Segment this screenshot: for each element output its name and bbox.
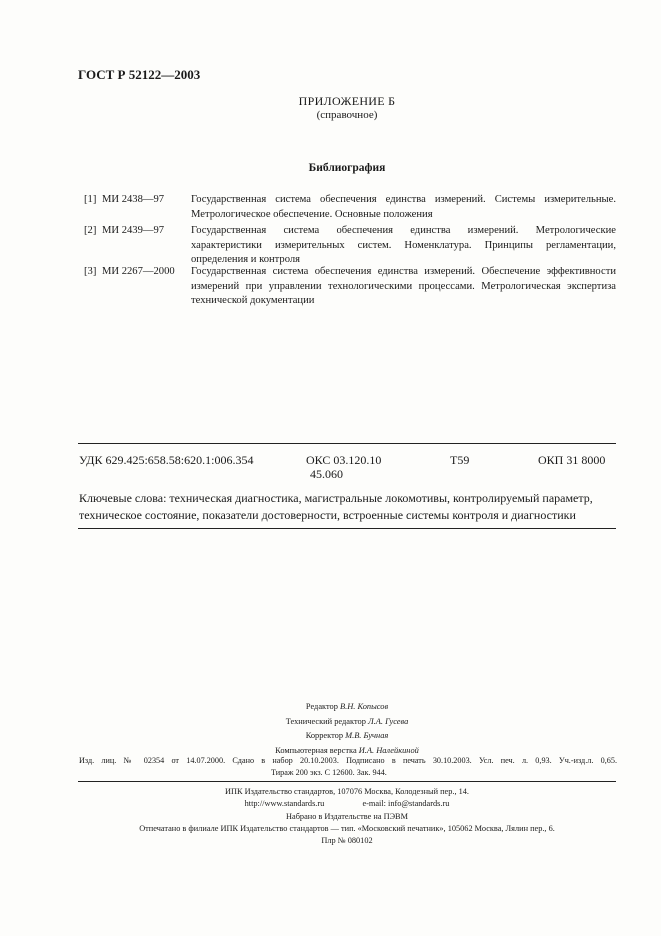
credit-role: Редактор <box>305 702 338 711</box>
document-id: ГОСТ Р 52122—2003 <box>78 67 201 82</box>
appendix-title: ПРИЛОЖЕНИЕ Б <box>298 94 396 108</box>
oks-code-line2: 45.060 <box>310 467 343 481</box>
credit-line <box>0 729 661 744</box>
reference-code: МИ 2438—97 <box>102 194 165 205</box>
oks-code <box>306 453 381 481</box>
reference-text: Государственная система обеспечения единства измерений. Обеспечение эффективности измерений при управлении технологическими процессами. Метрологическая экспертиза технической документации <box>191 266 616 306</box>
credit-name: М.В. Бучная <box>345 731 389 741</box>
keywords-label: Ключевые слова: <box>79 491 167 505</box>
imprint-line: Изд. лиц. № 02354 от 14.07.2000. Сдано в набор 20.10.2003. Подписано в печать 30.10.2003. Усл. печ. л. 0,93. Уч.-изд.л. 0,65. <box>79 756 617 765</box>
publisher-block <box>0 786 661 847</box>
reference-code: МИ 2439—97 <box>102 225 165 236</box>
reference-number: [2] <box>84 225 97 236</box>
publisher-email: e-mail: info@standards.ru <box>362 799 450 809</box>
reference-number: [3] <box>84 266 97 277</box>
publisher-printer: Отпечатано в филиале ИПК Издательство стандартов — тип. «Московский печатник», 105062 Москва, Лялин пер., 6. <box>139 823 555 833</box>
publisher-url: http://www.standards.ru <box>244 799 325 809</box>
imprint-line: Тираж 200 экз. С 12600. Зак. 944. <box>271 768 387 777</box>
udk-code: УДК 629.425:658.58:620.1:006.354 <box>79 453 254 467</box>
credit-name: В.Н. Копысов <box>340 702 389 711</box>
keywords <box>79 490 619 524</box>
reference-text: Государственная система обеспечения единства измерений. Метрологические характеристики измерительных систем. Номенклатура. Принципы регламентации, определения и контроля <box>191 225 616 265</box>
group-code: Т59 <box>450 453 470 467</box>
credit-role: Технический редактор <box>285 716 366 726</box>
credit-name: Л.А. Гусева <box>368 716 409 726</box>
publisher-typeset: Набрано в Издательстве на ПЭВМ <box>286 811 408 821</box>
okp-code: ОКП 31 8000 <box>538 453 606 467</box>
credit-role: Корректор <box>305 731 344 741</box>
keywords-text: техническая диагностика, магистральные локомотивы, контролируемый параметр, техническое состояние, показатели достоверности, встроенные системы контроля и диагностики <box>79 491 593 522</box>
credit-role: Компьютерная верстка <box>275 745 357 755</box>
credits-block <box>0 700 661 758</box>
credit-line <box>0 700 661 715</box>
reference-number: [1] <box>84 194 97 205</box>
credit-name: И.А. Налейкиной <box>358 745 419 755</box>
oks-code-line1: ОКС 03.120.10 <box>306 453 382 467</box>
bibliography-title: Библиография <box>308 162 386 174</box>
reference-text: Государственная система обеспечения единства измерений. Системы измерительные. Метрологическое обеспечение. Основные положения <box>191 194 616 220</box>
divider-keywords <box>78 528 616 529</box>
divider-classification <box>78 443 616 444</box>
publisher-address: ИПК Издательство стандартов, 107076 Москва, Колодезный пер., 14. <box>225 787 469 796</box>
divider-publisher <box>78 781 616 782</box>
publisher-license: Плр № 080102 <box>321 836 373 846</box>
credit-line <box>0 715 661 730</box>
publisher-contacts <box>0 798 661 810</box>
appendix-subtitle: (справочное) <box>316 109 378 121</box>
imprint-block <box>79 755 617 779</box>
reference-code: МИ 2267—2000 <box>102 266 175 277</box>
